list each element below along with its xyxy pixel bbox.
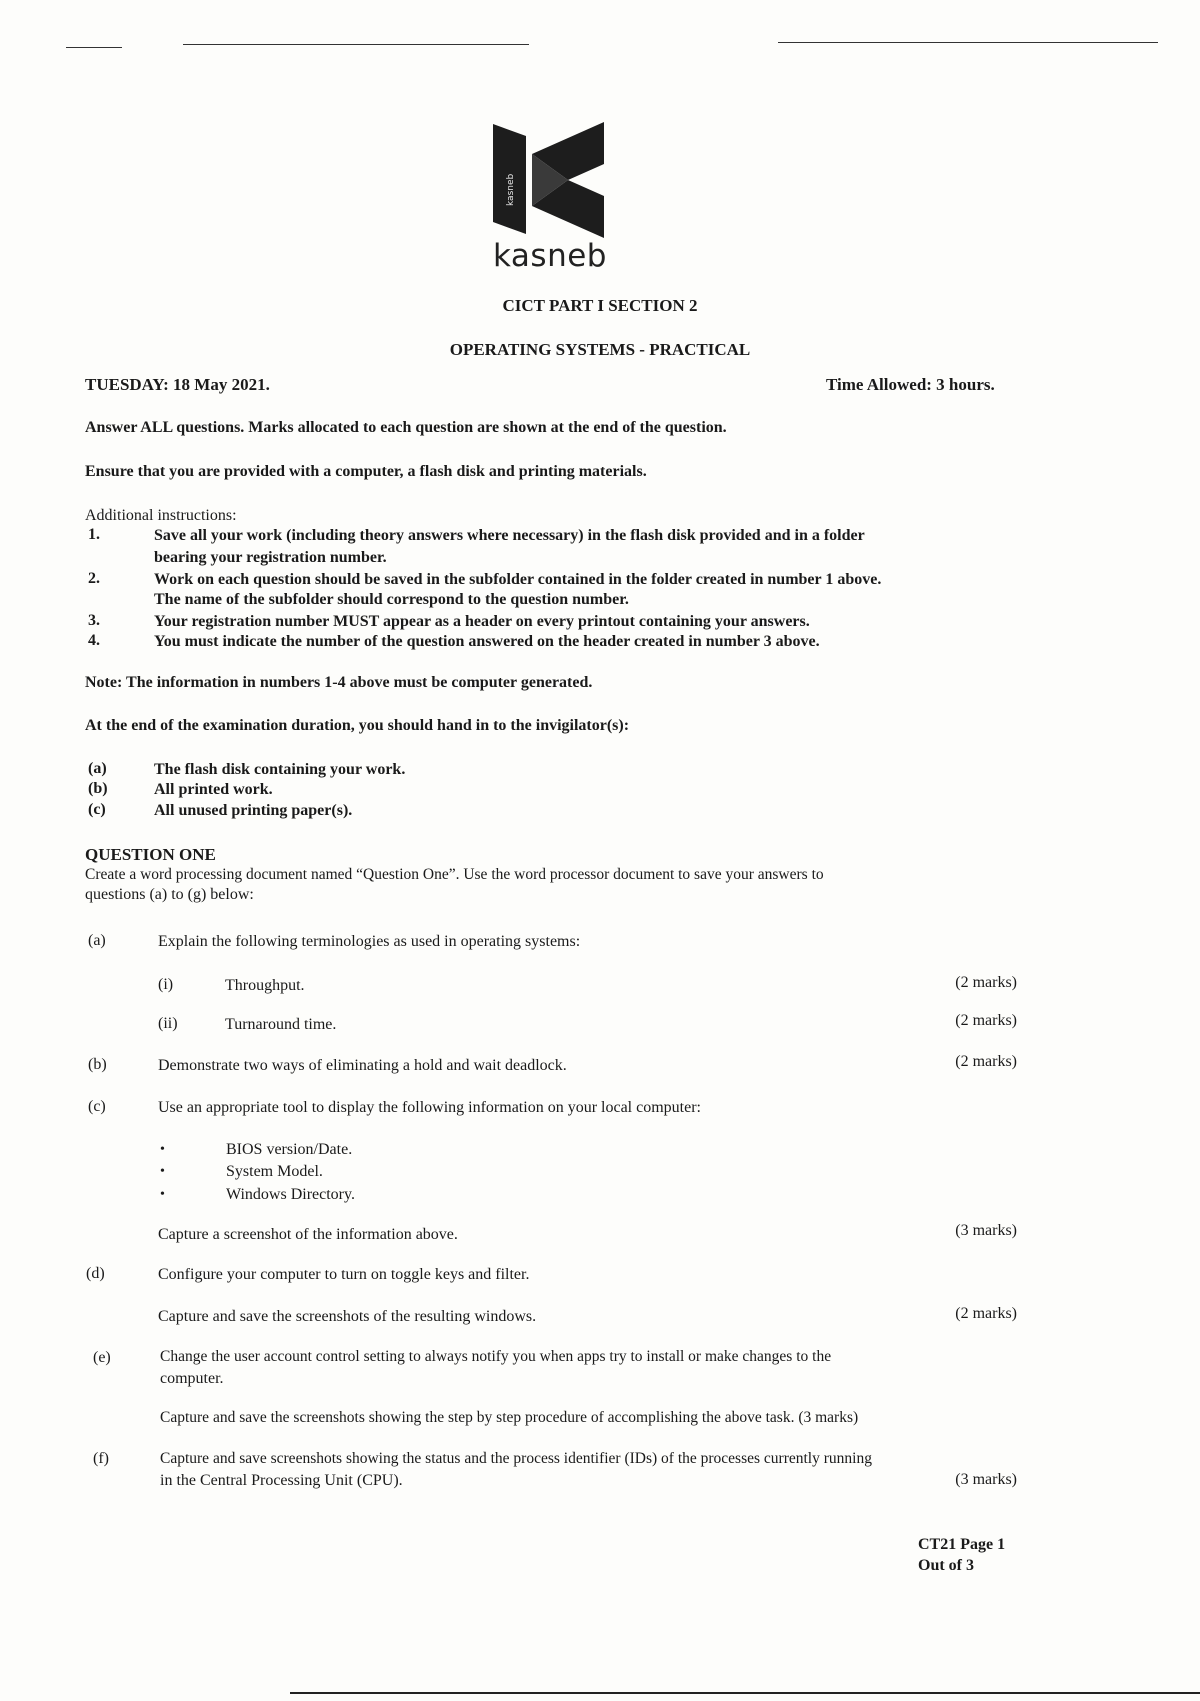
- bullet: •: [160, 1142, 165, 1157]
- bullet-item: BIOS version/Date.: [226, 1141, 353, 1158]
- instruction-text: Save all your work (including theory answers where necessary) in the flash disk provided and in a folder: [154, 527, 865, 544]
- instruction-materials: Ensure that you are provided with a computer, a flash disk and printing materials.: [85, 463, 647, 480]
- scan-artifact-line: [290, 1692, 1200, 1694]
- question-one-intro: questions (a) to (g) below:: [85, 886, 254, 903]
- part-e-text: Change the user account control setting to always notify you when apps try to install or make changes to the: [160, 1348, 832, 1365]
- handin-item: All printed work.: [154, 781, 273, 798]
- bullet: •: [160, 1187, 165, 1202]
- part-f-text: Capture and save screenshots showing the status and the process identifier (IDs) of the processes currently running: [160, 1450, 872, 1467]
- handin-item: The flash disk containing your work.: [154, 761, 406, 778]
- part-e-capture: Capture and save the screenshots showing the step by step procedure of accomplishing the above task. (3 marks): [160, 1409, 859, 1426]
- part-c-text: Use an appropriate tool to display the following information on your local computer:: [158, 1099, 701, 1116]
- handin-label: (a): [88, 760, 107, 777]
- instruction-number: 3.: [88, 612, 100, 629]
- brand-wordmark: kasneb: [493, 238, 607, 274]
- logo-vertical-text: kasneb: [506, 173, 516, 206]
- paper-title: CICT PART I SECTION 2: [502, 296, 698, 315]
- handin-intro: At the end of the examination duration, you should hand in to the invigilator(s):: [85, 717, 630, 734]
- instruction-text: The name of the subfolder should correspond to the question number.: [154, 591, 629, 608]
- question-one-intro: Create a word processing document named “Question One”. Use the word processor document to save your answers to: [85, 866, 824, 883]
- part-label: (d): [86, 1265, 105, 1282]
- part-e-text: computer.: [160, 1370, 224, 1387]
- subpart-text: Turnaround time.: [225, 1016, 337, 1033]
- bullet-item: Windows Directory.: [226, 1186, 355, 1203]
- instruction-number: 4.: [88, 632, 100, 649]
- part-label: (a): [88, 932, 106, 949]
- marks: (2 marks): [955, 1053, 1017, 1070]
- marks: (2 marks): [955, 974, 1017, 991]
- part-d-text: Configure your computer to turn on toggle keys and filter.: [158, 1266, 530, 1283]
- instruction-text: You must indicate the number of the question answered on the header created in number 3 above.: [154, 633, 820, 650]
- part-c-capture: Capture a screenshot of the information above.: [158, 1226, 458, 1243]
- exam-date: TUESDAY: 18 May 2021.: [85, 375, 270, 394]
- scan-artifact-line: [183, 44, 529, 45]
- part-d-capture: Capture and save the screenshots of the resulting windows.: [158, 1308, 537, 1325]
- handin-label: (c): [88, 801, 106, 818]
- bullet: •: [160, 1164, 165, 1179]
- marks: (3 marks): [955, 1222, 1017, 1239]
- instruction-text: Work on each question should be saved in the subfolder contained in the folder created in number 1 above.: [154, 571, 882, 588]
- kasneb-logo: [488, 114, 608, 244]
- instruction-text: bearing your registration number.: [154, 549, 387, 566]
- subpart-label: (ii): [158, 1015, 178, 1032]
- handin-item: All unused printing paper(s).: [154, 802, 353, 819]
- part-f-text: in the Central Processing Unit (CPU).: [160, 1472, 403, 1489]
- instruction-answer-all: Answer ALL questions. Marks allocated to each question are shown at the end of the question.: [85, 419, 727, 436]
- instruction-number: 2.: [88, 570, 100, 587]
- subpart-label: (i): [158, 976, 174, 993]
- marks: (3 marks): [955, 1471, 1017, 1488]
- marks: (2 marks): [955, 1305, 1017, 1322]
- marks: (2 marks): [955, 1012, 1017, 1029]
- paper-subject: OPERATING SYSTEMS - PRACTICAL: [449, 340, 751, 359]
- computer-generated-note: Note: The information in numbers 1-4 above must be computer generated.: [85, 674, 593, 691]
- page-of: Out of 3: [918, 1557, 974, 1574]
- handin-label: (b): [88, 780, 108, 797]
- scan-artifact-line: [778, 42, 1158, 43]
- part-label: (b): [88, 1056, 107, 1073]
- scan-artifact-line: [66, 47, 122, 48]
- part-label: (c): [88, 1098, 106, 1115]
- subpart-text: Throughput.: [225, 977, 305, 994]
- instruction-number: 1.: [88, 526, 100, 543]
- question-one-heading: QUESTION ONE: [85, 845, 216, 864]
- additional-instructions-heading: Additional instructions:: [85, 507, 237, 524]
- part-label: (e): [93, 1349, 111, 1366]
- page-code: CT21 Page 1: [918, 1536, 1006, 1553]
- part-a-text: Explain the following terminologies as used in operating systems:: [158, 933, 581, 950]
- instruction-text: Your registration number MUST appear as a header on every printout containing your answers.: [154, 613, 810, 630]
- time-allowed: Time Allowed: 3 hours.: [826, 375, 995, 394]
- part-label: (f): [93, 1450, 109, 1467]
- part-b-text: Demonstrate two ways of eliminating a hold and wait deadlock.: [158, 1057, 567, 1074]
- bullet-item: System Model.: [226, 1163, 323, 1180]
